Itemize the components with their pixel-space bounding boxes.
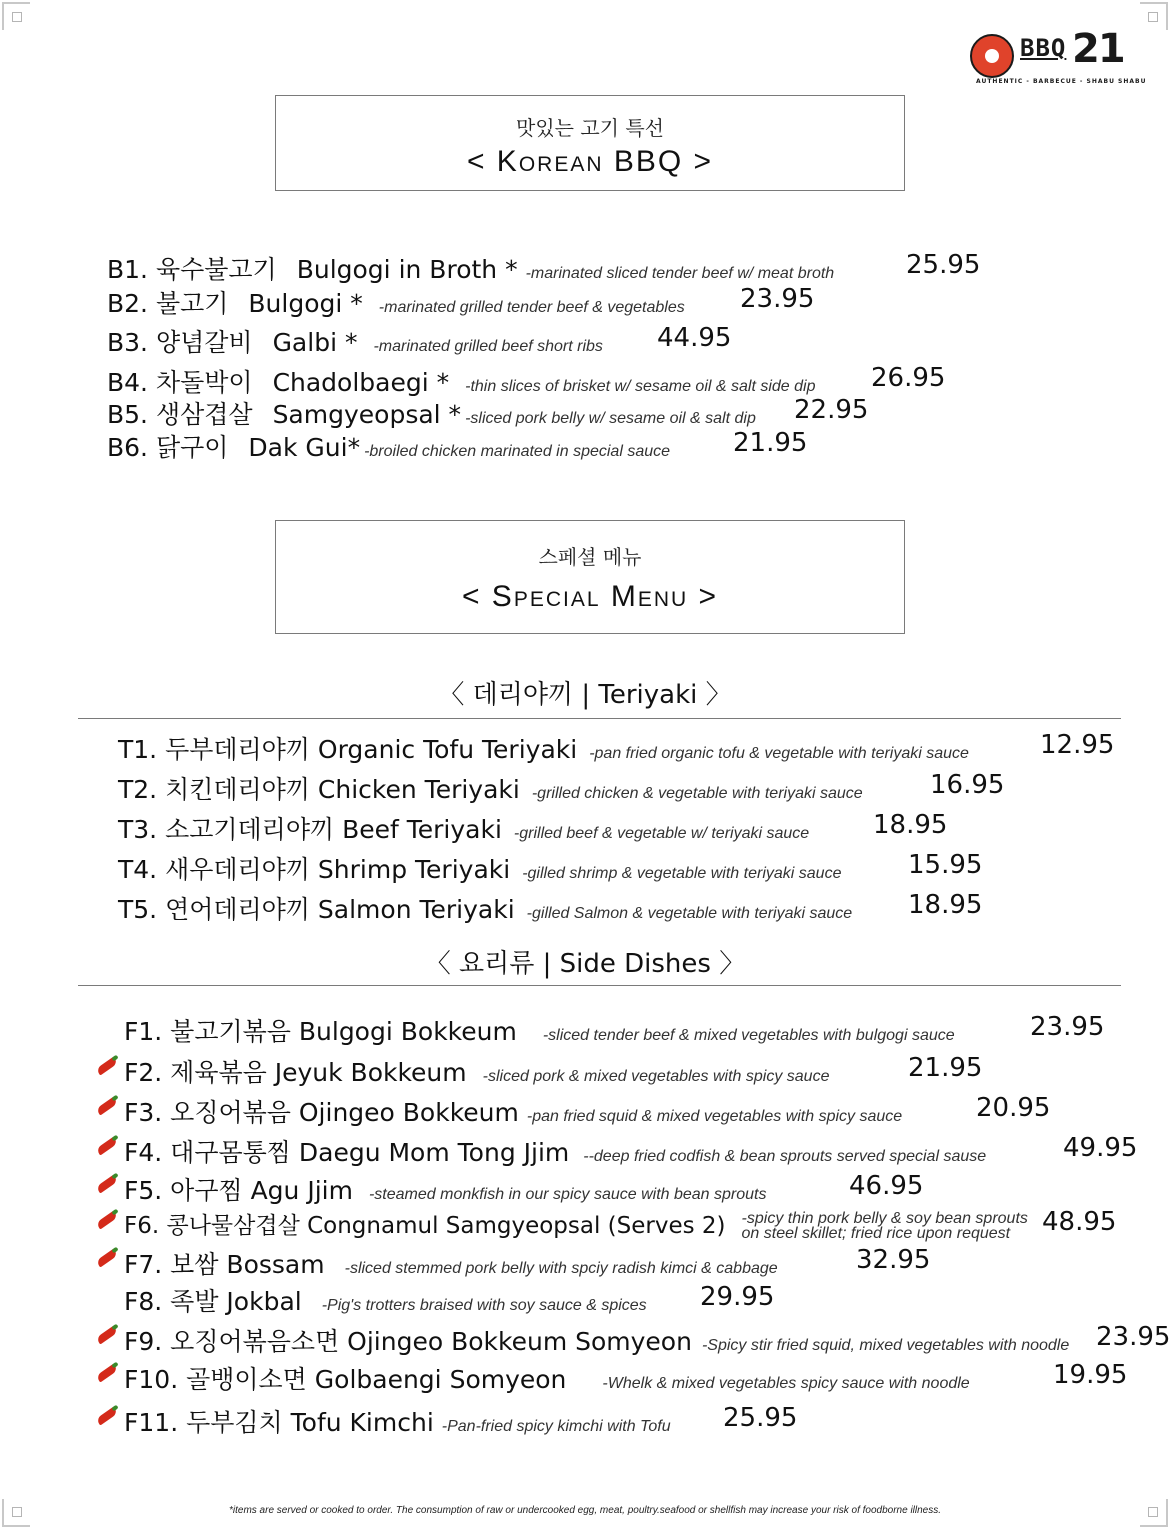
menu-item bbox=[124, 1012, 955, 1048]
item-name: F10. 골뱅이소면 Golbaengi Somyeon bbox=[124, 1365, 567, 1394]
menu-item bbox=[118, 810, 809, 846]
item-name: F4. 대구몸통찜 Daegu Mom Tong Jjim bbox=[124, 1138, 570, 1167]
section-box-korean-bbq bbox=[275, 95, 905, 191]
flame-badge-icon bbox=[970, 34, 1014, 78]
menu-item bbox=[107, 323, 603, 359]
side-dishes-heading: 〈 요리류 | Side Dishes 〉 bbox=[424, 949, 746, 979]
section-title-en: < Special Menu > bbox=[461, 580, 719, 613]
item-price: 23.95 bbox=[740, 284, 815, 314]
item-name: T3. 소고기데리야끼 Beef Teriyaki bbox=[118, 815, 502, 844]
menu-item bbox=[107, 284, 685, 320]
menu-item bbox=[107, 395, 756, 431]
item-korean-name: B3. 양념갈비 bbox=[107, 328, 253, 357]
menu-item bbox=[124, 1171, 767, 1207]
item-description: -pan fried squid & mixed vegetables with spicy sauce bbox=[526, 1108, 903, 1125]
item-description: -gilled Salmon & vegetable with teriyaki sauce bbox=[526, 905, 853, 922]
item-price: 12.95 bbox=[1040, 730, 1115, 760]
item-price: 21.95 bbox=[733, 428, 808, 458]
menu-item bbox=[124, 1403, 671, 1439]
chili-pepper-icon bbox=[94, 1248, 120, 1270]
item-price: 15.95 bbox=[908, 850, 983, 880]
brand-logo bbox=[970, 26, 1147, 88]
item-description: -sliced stemmed pork belly with spciy radish kimci & cabbage bbox=[344, 1260, 778, 1277]
section-divider bbox=[78, 985, 1121, 986]
item-name: F9. 오징어볶음소면 Ojingeo Bokkeum Somyeon bbox=[124, 1327, 692, 1356]
item-price: 26.95 bbox=[871, 363, 946, 393]
item-english-name: Bulgogi * bbox=[248, 289, 363, 318]
item-price: 29.95 bbox=[700, 1282, 775, 1312]
item-price: 46.95 bbox=[849, 1171, 924, 1201]
corner-ornament bbox=[1140, 2, 1168, 30]
item-description: -Pan-fried spicy kimchi with Tofu bbox=[441, 1418, 671, 1435]
menu-item bbox=[124, 1053, 829, 1089]
menu-item bbox=[107, 250, 834, 286]
item-name: T4. 새우데리야끼 Shrimp Teriyaki bbox=[118, 855, 511, 884]
menu-item bbox=[124, 1322, 1069, 1358]
teriyaki-heading: 〈 데리야끼 | Teriyaki 〉 bbox=[438, 680, 732, 710]
item-name: T1. 두부데리야끼 Organic Tofu Teriyaki bbox=[118, 735, 578, 764]
logo-tagline: AUTHENTIC - BARBECUE - SHABU SHABU bbox=[976, 78, 1147, 85]
menu-item bbox=[124, 1360, 970, 1396]
item-english-name: Bulgogi in Broth * bbox=[296, 255, 518, 284]
section-title-ko: 맛있는 고기 특선 bbox=[516, 116, 664, 140]
item-english-name: Galbi * bbox=[272, 328, 358, 357]
item-description: -marinated grilled beef short ribs bbox=[373, 338, 603, 355]
item-description: -marinated grilled tender beef & vegetables bbox=[378, 299, 685, 316]
menu-item bbox=[124, 1282, 647, 1318]
section-divider bbox=[78, 718, 1121, 719]
chili-pepper-icon bbox=[94, 1210, 120, 1232]
item-price: 22.95 bbox=[794, 395, 869, 425]
item-description: -grilled beef & vegetable w/ teriyaki sauce bbox=[513, 825, 810, 842]
section-box-special-menu bbox=[275, 520, 905, 634]
item-description-line: on steel skillet; fried rice upon request bbox=[741, 1225, 1011, 1242]
item-price: 18.95 bbox=[873, 810, 948, 840]
item-description: -gilled shrimp & vegetable with teriyaki sauce bbox=[522, 865, 842, 882]
menu-item bbox=[118, 850, 841, 886]
item-description: -Spicy stir fried squid, mixed vegetables with noodle bbox=[701, 1337, 1070, 1354]
section-title-ko: 스페셜 메뉴 bbox=[538, 545, 642, 569]
item-description: -sliced pork belly w/ sesame oil & salt dip bbox=[465, 410, 756, 427]
item-description: -Pig's trotters braised with soy sauce & spices bbox=[321, 1297, 647, 1314]
menu-item bbox=[118, 770, 863, 806]
item-price: 23.95 bbox=[1030, 1012, 1105, 1042]
chili-pepper-icon bbox=[94, 1174, 120, 1196]
item-name: F8. 족발 Jokbal bbox=[124, 1287, 302, 1316]
logo-bbq-text: BBQ bbox=[1020, 34, 1067, 62]
item-name: F1. 불고기볶음 Bulgogi Bokkeum bbox=[124, 1017, 517, 1046]
item-price: 49.95 bbox=[1063, 1133, 1138, 1163]
item-description-line: -spicy thin pork belly & soy bean sprouts bbox=[741, 1210, 1028, 1227]
item-price: 20.95 bbox=[976, 1093, 1051, 1123]
menu-item bbox=[124, 1093, 902, 1129]
item-description: -Whelk & mixed vegetables spicy sauce with noodle bbox=[602, 1375, 970, 1392]
corner-ornament bbox=[2, 2, 30, 30]
item-name: F6. 콩나물삼겹살 Congnamul Samgyeopsal (Serves 2) bbox=[124, 1213, 726, 1239]
chili-pepper-icon bbox=[94, 1406, 120, 1428]
item-korean-name: B1. 육수불고기 bbox=[107, 255, 277, 284]
item-description: -steamed monkfish in our spicy sauce with bean sprouts bbox=[368, 1186, 767, 1203]
item-description: -thin slices of brisket w/ sesame oil & salt side dip bbox=[465, 378, 816, 395]
item-korean-name: B4. 차돌박이 bbox=[107, 368, 253, 397]
footer-disclaimer: *items are served or cooked to order. The consumption of raw or undercooked egg, meat, poultry.seafood or shellfish may increase your risk of foodborne illness. bbox=[228, 1505, 942, 1516]
menu-item bbox=[124, 1207, 1028, 1241]
chili-pepper-icon bbox=[94, 1325, 120, 1347]
item-name: F7. 보쌈 Bossam bbox=[124, 1250, 325, 1279]
chili-pepper-icon bbox=[94, 1363, 120, 1385]
menu-item bbox=[124, 1133, 986, 1169]
item-name: F5. 아구찜 Agu Jjim bbox=[124, 1176, 353, 1205]
item-price: 19.95 bbox=[1053, 1360, 1128, 1390]
item-price: 18.95 bbox=[908, 890, 983, 920]
item-name: F11. 두부김치 Tofu Kimchi bbox=[124, 1408, 434, 1437]
item-name: T2. 치킨데리야끼 Chicken Teriyaki bbox=[118, 775, 520, 804]
menu-item bbox=[107, 428, 670, 464]
chili-pepper-icon bbox=[94, 1136, 120, 1158]
item-english-name: Dak Gui* bbox=[248, 433, 361, 462]
item-price: 25.95 bbox=[723, 1403, 798, 1433]
item-description: -sliced tender beef & mixed vegetables with bulgogi sauce bbox=[542, 1027, 955, 1044]
item-price: 25.95 bbox=[906, 250, 981, 280]
item-name: F3. 오징어볶음 Ojingeo Bokkeum bbox=[124, 1098, 519, 1127]
item-price: 44.95 bbox=[657, 323, 732, 353]
item-english-name: Samgyeopsal * bbox=[272, 400, 462, 429]
logo-number: 21 bbox=[1072, 26, 1124, 72]
section-title-en: < Korean BBQ > bbox=[466, 145, 714, 178]
menu-item bbox=[107, 363, 815, 399]
chili-pepper-icon bbox=[94, 1096, 120, 1118]
item-korean-name: B2. 불고기 bbox=[107, 289, 229, 318]
item-description: -pan fried organic tofu & vegetable with teriyaki sauce bbox=[589, 745, 969, 762]
item-price: 21.95 bbox=[908, 1053, 983, 1083]
chili-pepper-icon bbox=[94, 1056, 120, 1078]
item-korean-name: B5. 생삼겹살 bbox=[107, 400, 253, 429]
item-description bbox=[742, 1211, 1028, 1241]
item-description: -sliced pork & mixed vegetables with spicy sauce bbox=[482, 1068, 830, 1085]
item-price: 48.95 bbox=[1042, 1207, 1117, 1237]
item-price: 23.95 bbox=[1096, 1322, 1170, 1352]
item-price: 32.95 bbox=[856, 1245, 931, 1275]
item-english-name: Chadolbaegi * bbox=[272, 368, 450, 397]
item-description: -marinated sliced tender beef w/ meat broth bbox=[525, 265, 835, 282]
menu-item bbox=[118, 730, 969, 766]
item-description: -grilled chicken & vegetable with teriyaki sauce bbox=[531, 785, 863, 802]
menu-item bbox=[118, 890, 852, 926]
item-description: -broiled chicken marinated in special sauce bbox=[364, 443, 671, 460]
item-name: T5. 연어데리야끼 Salmon Teriyaki bbox=[118, 895, 515, 924]
item-name: F2. 제육볶음 Jeyuk Bokkeum bbox=[124, 1058, 467, 1087]
item-description: --deep fried codfish & bean sprouts served special sause bbox=[583, 1148, 987, 1165]
item-price: 16.95 bbox=[930, 770, 1005, 800]
menu-item bbox=[124, 1245, 778, 1281]
item-korean-name: B6. 닭구이 bbox=[107, 433, 229, 462]
